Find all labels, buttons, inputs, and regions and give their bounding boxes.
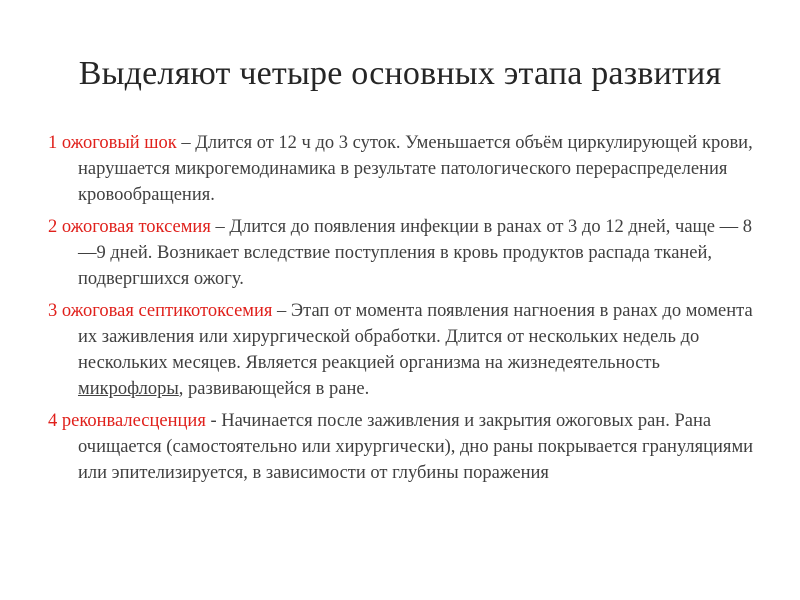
stage-text-4: - Начинается после заживления и закрытия ожоговых ран. Рана очищается (самостоятельно или хирургически), дно раны покрывается грануляциями или эпителизируется, в зависимости от глубины поражения <box>78 411 754 483</box>
stage-term-4: 4 реконвалесценция <box>48 411 206 431</box>
stage-item-2 <box>48 214 768 292</box>
stage-text-3-after-link: , развивающейся в ране. <box>178 379 370 399</box>
stage-text-2: – Длится до появления инфекции в ранах от 3 до 12 дней, чаще — 8—9 дней. Возникает вследствие поступления в кровь продуктов распада тканей, подвергшихся ожогу. <box>78 217 752 289</box>
stage-item-4 <box>48 408 768 486</box>
stage-text-3-before-link: – Этап от момента появления нагноения в ранах до момента их заживления или хирургической обработки. Длится от нескольких недель до нескольких месяцев. Является реакцией организма на жизнедеятельность <box>78 301 753 373</box>
stage-term-2: 2 ожоговая токсемия <box>48 217 211 237</box>
stage-term-3: 3 ожоговая септикотоксемия <box>48 301 273 321</box>
stages-list <box>48 130 768 492</box>
stage-item-3 <box>48 298 768 402</box>
stage-text-1: – Длится от 12 ч до 3 суток. Уменьшается объём циркулирующей крови, нарушается микрогемодинамика в результате патологического перераспределения кровообращения. <box>78 133 753 205</box>
slide-title: Выделяют четыре основных этапа развития <box>78 55 722 92</box>
microflora-link[interactable]: микрофлоры <box>78 379 179 399</box>
stage-item-1 <box>48 130 768 208</box>
stage-term-1: 1 ожоговый шок <box>48 133 177 153</box>
